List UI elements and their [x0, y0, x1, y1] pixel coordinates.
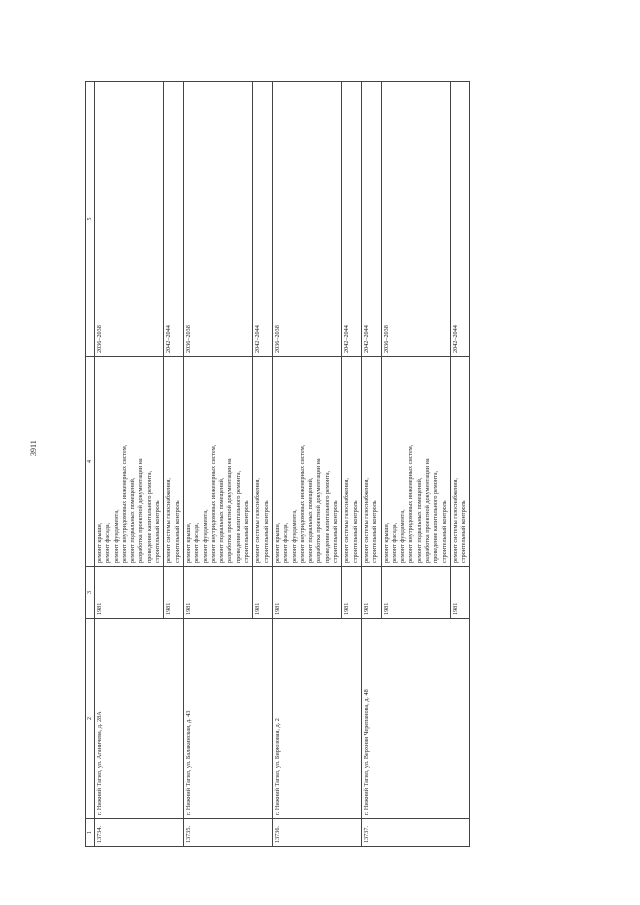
- repair-work-item: ремонт фасада,: [282, 522, 290, 563]
- building-code: 13734.: [95, 819, 184, 847]
- planned-period: 2036–2038: [381, 82, 450, 357]
- repair-works: [95, 357, 164, 567]
- table-row: [361, 82, 381, 847]
- construction-year: 1981: [381, 567, 450, 619]
- repair-work-item: строительный контроль: [460, 500, 468, 563]
- repair-work-item: проведение капитального ремонта,: [432, 470, 440, 563]
- repair-work-item: ремонт системы газоснабжения,: [165, 478, 173, 563]
- building-address: г. Нижний Тагил, ул. Бирюзовая, д. 2: [272, 619, 361, 819]
- repair-work-item: ремонт фундамента,: [399, 509, 407, 563]
- repair-work-item: строительный контроль: [262, 500, 270, 563]
- column-number: 5: [86, 82, 95, 357]
- repair-work-item: ремонт крыши,: [273, 522, 281, 563]
- building-code: 13736.: [272, 819, 361, 847]
- planned-period: 2036–2038: [95, 82, 164, 357]
- repair-work-item: разработка проектной документации на: [226, 458, 234, 563]
- column-number: 2: [86, 619, 95, 819]
- repair-works: [450, 357, 470, 567]
- repair-works: [183, 357, 252, 567]
- repair-work-item: ремонт фундамента,: [201, 509, 209, 563]
- construction-year: 1981: [272, 567, 341, 619]
- planned-period: 2036–2038: [272, 82, 341, 357]
- repair-work-item: проведение капитального ремонта,: [323, 470, 331, 563]
- construction-year: 1981: [361, 567, 381, 619]
- planned-period: 2042–2044: [164, 82, 184, 357]
- repair-work-item: строительный контроль: [371, 500, 379, 563]
- building-address: г. Нижний Тагил, ул. Аганичева, д. 28А: [95, 619, 184, 819]
- repair-work-item: ремонт системы газоснабжения,: [451, 478, 459, 563]
- repair-work-item: ремонт подвальных помещений,: [307, 477, 315, 563]
- planned-period: 2042–2044: [361, 82, 381, 357]
- table-row: [272, 82, 341, 847]
- repair-work-item: проведение капитального ремонта,: [145, 470, 153, 563]
- repair-works: [342, 357, 362, 567]
- repair-works: [361, 357, 381, 567]
- repair-work-item: ремонт подвальных помещений,: [129, 477, 137, 563]
- building-code: 13737.: [361, 819, 470, 847]
- repair-work-item: ремонт крыши,: [96, 522, 103, 563]
- construction-year: 1981: [164, 567, 184, 619]
- construction-year: 1981: [450, 567, 470, 619]
- repair-work-item: ремонт подвальных помещений,: [218, 477, 226, 563]
- repair-work-item: разработка проектной документации на: [423, 458, 431, 563]
- repair-works: [253, 357, 273, 567]
- table-row: [183, 82, 252, 847]
- planned-period: 2042–2044: [253, 82, 273, 357]
- column-number: 3: [86, 567, 95, 619]
- planned-period: 2042–2044: [450, 82, 470, 357]
- table-row: [95, 82, 164, 847]
- construction-year: 1981: [183, 567, 252, 619]
- repair-work-item: ремонт внутридомовых инженерных систем,: [120, 444, 128, 563]
- repair-work-item: ремонт фасада,: [390, 522, 398, 563]
- construction-year: 1981: [95, 567, 164, 619]
- repair-work-item: проведение капитального ремонта,: [234, 470, 242, 563]
- repair-schedule-table: [85, 81, 470, 847]
- building-address: г. Нижний Тагил, ул. Верхняя Черепанова, д. 48: [361, 619, 470, 819]
- building-code: 13735.: [183, 819, 272, 847]
- repair-works: [381, 357, 450, 567]
- planned-period: 2042–2044: [342, 82, 362, 357]
- repair-work-item: строительный контроль: [351, 500, 359, 563]
- repair-work-item: строительный контроль: [332, 500, 340, 563]
- planned-period: 2036–2038: [183, 82, 252, 357]
- repair-work-item: строительный контроль: [440, 500, 448, 563]
- repair-work-item: ремонт внутридомовых инженерных систем,: [298, 444, 306, 563]
- repair-work-item: строительный контроль: [173, 500, 181, 563]
- repair-work-item: ремонт внутридомовых инженерных систем,: [209, 444, 217, 563]
- repair-works: [164, 357, 184, 567]
- construction-year: 1981: [342, 567, 362, 619]
- repair-work-item: разработка проектной документации на: [137, 458, 145, 563]
- column-number-row: [86, 82, 95, 847]
- repair-work-item: ремонт системы газоснабжения,: [362, 478, 370, 563]
- column-number: 4: [86, 357, 95, 567]
- construction-year: 1981: [253, 567, 273, 619]
- repair-work-item: ремонт фасада,: [193, 522, 201, 563]
- repair-work-item: ремонт системы газоснабжения,: [254, 478, 262, 563]
- repair-work-item: ремонт подвальных помещений,: [415, 477, 423, 563]
- repair-work-item: ремонт фундамента,: [290, 509, 298, 563]
- column-number: 1: [86, 819, 95, 847]
- building-address: г. Нижний Тагил, ул. Балакинская, д. 43: [183, 619, 272, 819]
- repair-work-item: ремонт внутридомовых инженерных систем,: [407, 444, 415, 563]
- repair-work-item: ремонт фундамента,: [112, 509, 120, 563]
- repair-work-item: ремонт крыши,: [184, 522, 192, 563]
- repair-work-item: ремонт системы газоснабжения,: [343, 478, 351, 563]
- repair-work-item: строительный контроль: [154, 500, 162, 563]
- repair-works: [272, 357, 341, 567]
- repair-work-item: ремонт крыши,: [382, 522, 390, 563]
- repair-work-item: разработка проектной документации на: [315, 458, 323, 563]
- page-number: 3911: [29, 440, 38, 456]
- repair-work-item: строительный контроль: [243, 500, 251, 563]
- repair-work-item: ремонт фасада,: [104, 522, 112, 563]
